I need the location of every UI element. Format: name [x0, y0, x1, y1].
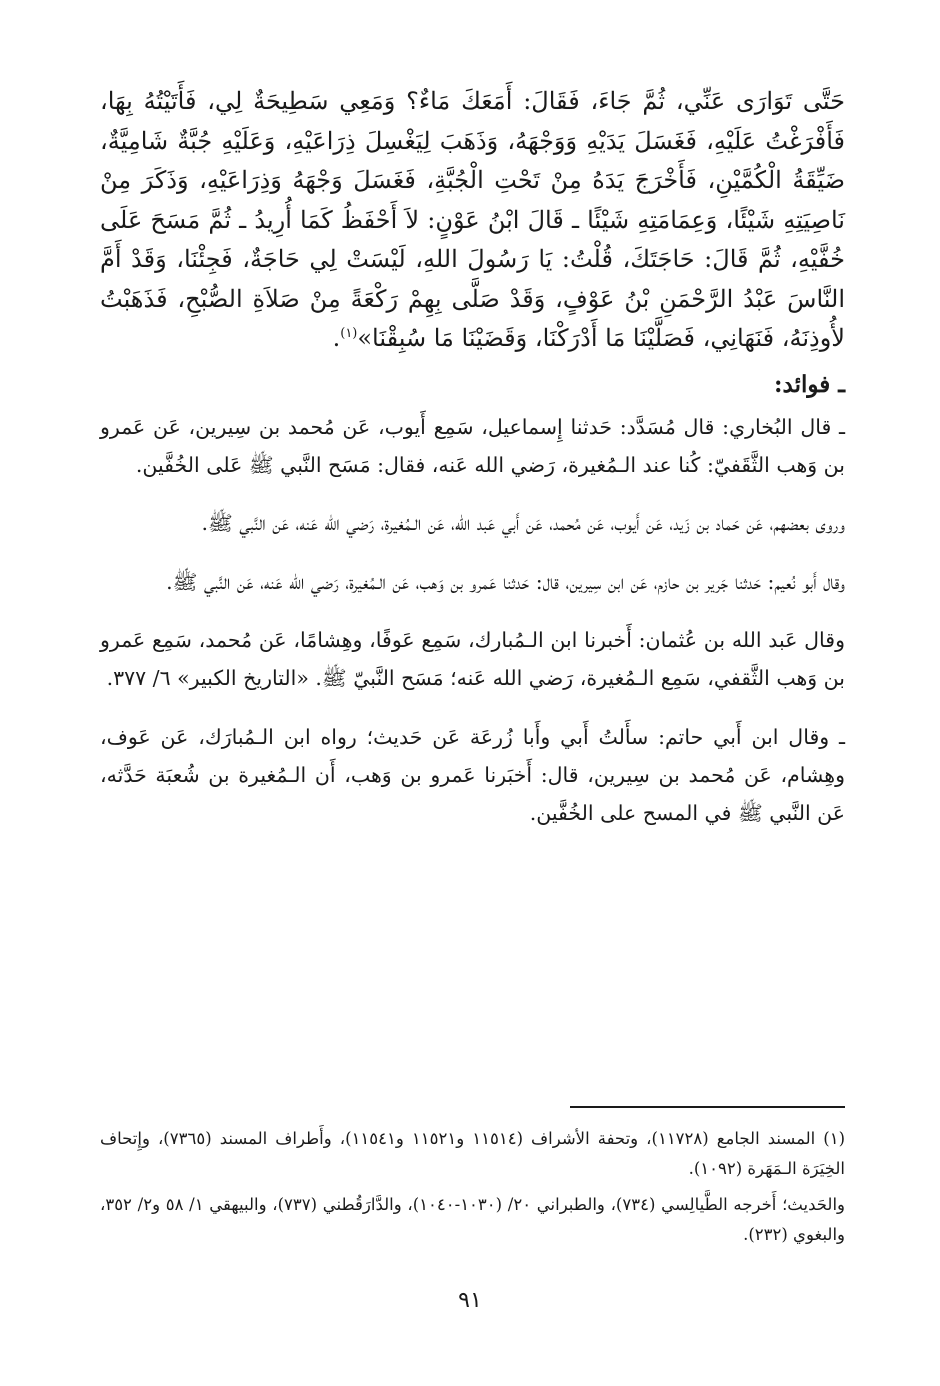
hadith-text-body: حَتَّى تَوَارَى عَنِّي، ثُمَّ جَاءَ، فَقَالَ: أَمَعَكَ مَاءٌ؟ وَمَعِي سَطِيحَةٌ لِي، فَأَتَيْتُهُ بِهَا، فَأَفْرَغْتُ عَلَيْهِ، فَغَسَلَ يَدَيْهِ وَوَجْهَهُ، وَذَهَبَ لِيَغْسِلَ ذِرَاعَيْهِ، وَعَلَيْهِ جُبَّةٌ شَامِيَّةٌ، ضَيِّقَةُ الْكُمَّيْنِ، فَأَخْرَجَ يَدَهُ مِنْ تَحْتِ الْجُبَّةِ، فَغَسَلَ وَجْهَهُ وَذِرَاعَيْهِ، وَذَكَرَ مِنْ نَاصِيَتِهِ شَيْئًا، وَعِمَامَتِهِ شَيْئًا ـ قَالَ ابْنُ عَوْنٍ: لاَ أَحْفَظُ كَمَا أُرِيدُ ـ ثُمَّ مَسَحَ عَلَى خُفَّيْهِ، ثُمَّ قَالَ: حَاجَتَكَ، قُلْتُ: يَا رَسُولَ اللهِ، لَيْسَتْ لِي حَاجَةٌ، فَجِئْنَا، وَقَدْ أَمَّ النَّاسَ عَبْدُ الرَّحْمَنِ بْنُ عَوْفٍ، وَقَدْ صَلَّى بِهِمْ رَكْعَةً مِنْ صَلاَةِ الصُّبْحِ، فَذَهَبْتُ لأُوذِنَهُ، فَنَهَانِي، فَصَلَّيْنَا مَا أَدْرَكْنَا، وَقَضَيْنَا مَا سُبِقْنَا»: [100, 87, 846, 352]
paragraph-abdullah-uthman: وقال عَبد الله بن عُثمان: أَخبرنا ابن الـمُبارك، سَمِع عَوفًا، وهِشامًا، عَن مُحمد، سَمِع عَمرو بن وَهب الثَّقفي، سَمِع الـمُغيرة، رَضي الله عَنه؛ مَسَح النَّبيّ ﷺ. «التاريخ الكبير» ٦/ ٣٧٧.: [100, 628, 845, 690]
footnotes: [100, 1124, 845, 1256]
paragraph-abu-nuaym: وقال أَبو نُعيم: حَدثنا جَرير بن حازم، عَن ابن سِيرين، قال: حَدثنا عَمرو بن وَهب، عَن الـمُغيرة، رَضي الله عَنه، عَن النَّبي ﷺ.: [166, 569, 845, 594]
footnote-2: والحَديث؛ أَخرجه الطَّيالِسي (٧٣٤)، والطبراني ٢٠/ (١٠٣٠-١٠٤٠)، والدَّارَقُطني (٧٣٧)، والبيهقي ١/ ٥٨ و٢/ ٣٥٢، والبغوي (٢٣٢).: [100, 1195, 845, 1244]
page-number: ٩١: [458, 1288, 482, 1313]
paragraph-hammad: وروى بعضهم، عَن حَماد بن زَيد، عَن أَيوب، عَن مُحمد، عَن أَبي عَبد الله، عَن الـمُغيرة، رَضي الله عَنه، عَن النَّبي ﷺ.: [201, 511, 845, 535]
hadith-text: حَتَّى تَوَارَى عَنِّي، ثُمَّ جَاءَ، فَقَالَ: أَمَعَكَ مَاءٌ؟ وَمَعِي سَطِيحَةٌ لِي، فَأَتَيْتُهُ بِهَا، فَأَفْرَغْتُ عَلَيْهِ، فَغَسَلَ يَدَيْهِ وَوَجْهَهُ، وَذَهَبَ لِيَغْسِلَ ذِرَاعَيْهِ، وَعَلَيْهِ جُبَّةٌ شَامِيَّةٌ، ضَيِّقَةُ الْكُمَّيْنِ، فَأَخْرَجَ يَدَهُ مِنْ تَحْتِ الْجُبَّةِ، فَغَسَلَ وَجْهَهُ وَذِرَاعَيْهِ، وَذَكَرَ مِنْ نَاصِيَتِهِ شَيْئًا، وَعِمَامَتِهِ شَيْئًا ـ قَالَ ابْنُ عَوْنٍ: لاَ أَحْفَظُ كَمَا أُرِيدُ ـ ثُمَّ مَسَحَ عَلَى خُفَّيْهِ، ثُمَّ قَالَ: حَاجَتَكَ، قُلْتُ: يَا رَسُولَ اللهِ، لَيْسَتْ لِي حَاجَةٌ، فَجِئْنَا، وَقَدْ أَمَّ النَّاسَ عَبْدُ الرَّحْمَنِ بْنُ عَوْفٍ، وَقَدْ صَلَّى بِهِمْ رَكْعَةً مِنْ صَلاَةِ الصُّبْحِ، فَذَهَبْتُ لأُوذِنَهُ، فَنَهَانِي، فَصَلَّيْنَا مَا أَدْرَكْنَا، وَقَضَيْنَا مَا سُبِقْنَا»$^{(١)}$.: [100, 87, 846, 352]
paragraph-bukhari: ـ قال البُخاري: قال مُسَدَّد: حَدثنا إِسماعيل، سَمِع أَيوب، عَن مُحمد بن سِيرين، عَن عَمرو بن وَهب الثَّقَفيّ: كُنا عند الـمُغيرة، رَضي الله عَنه، فقال: مَسَح النَّبي ﷺ عَلى الخُفَّين.: [100, 414, 845, 477]
page-body: [100, 82, 845, 1372]
benefits-heading: ـ فوائد:: [774, 370, 845, 398]
paragraph-ibn-abi-hatim: ـ وقال ابن أَبي حاتم: سأَلتُ أَبي وأَبا زُرعَة عَن حَديث؛ رواه ابن الـمُبارَك، عَن عَوف، وهِشام، عَن مُحمد بن سِيرين، قال: أَخبَرنا عَمرو بن وَهب، أَن الـمُغيرة بن شُعبَة حَدَّثه، عَن النَّبي ﷺ في المسح على الخُفَّين.: [100, 724, 845, 825]
footnote-divider: [570, 1106, 845, 1108]
footnote-1: (١) المسند الجامع (١١٧٢٨)، وتحفة الأشراف (١١٥١٤ و١١٥٢١ و١١٥٤١)، وأَطراف المسند (٧٣٦٥)، وإِتحاف الخِيَرَة الـمَهَرة (١٠٩٢).: [100, 1129, 846, 1178]
footnote-ref: (١): [340, 326, 358, 341]
